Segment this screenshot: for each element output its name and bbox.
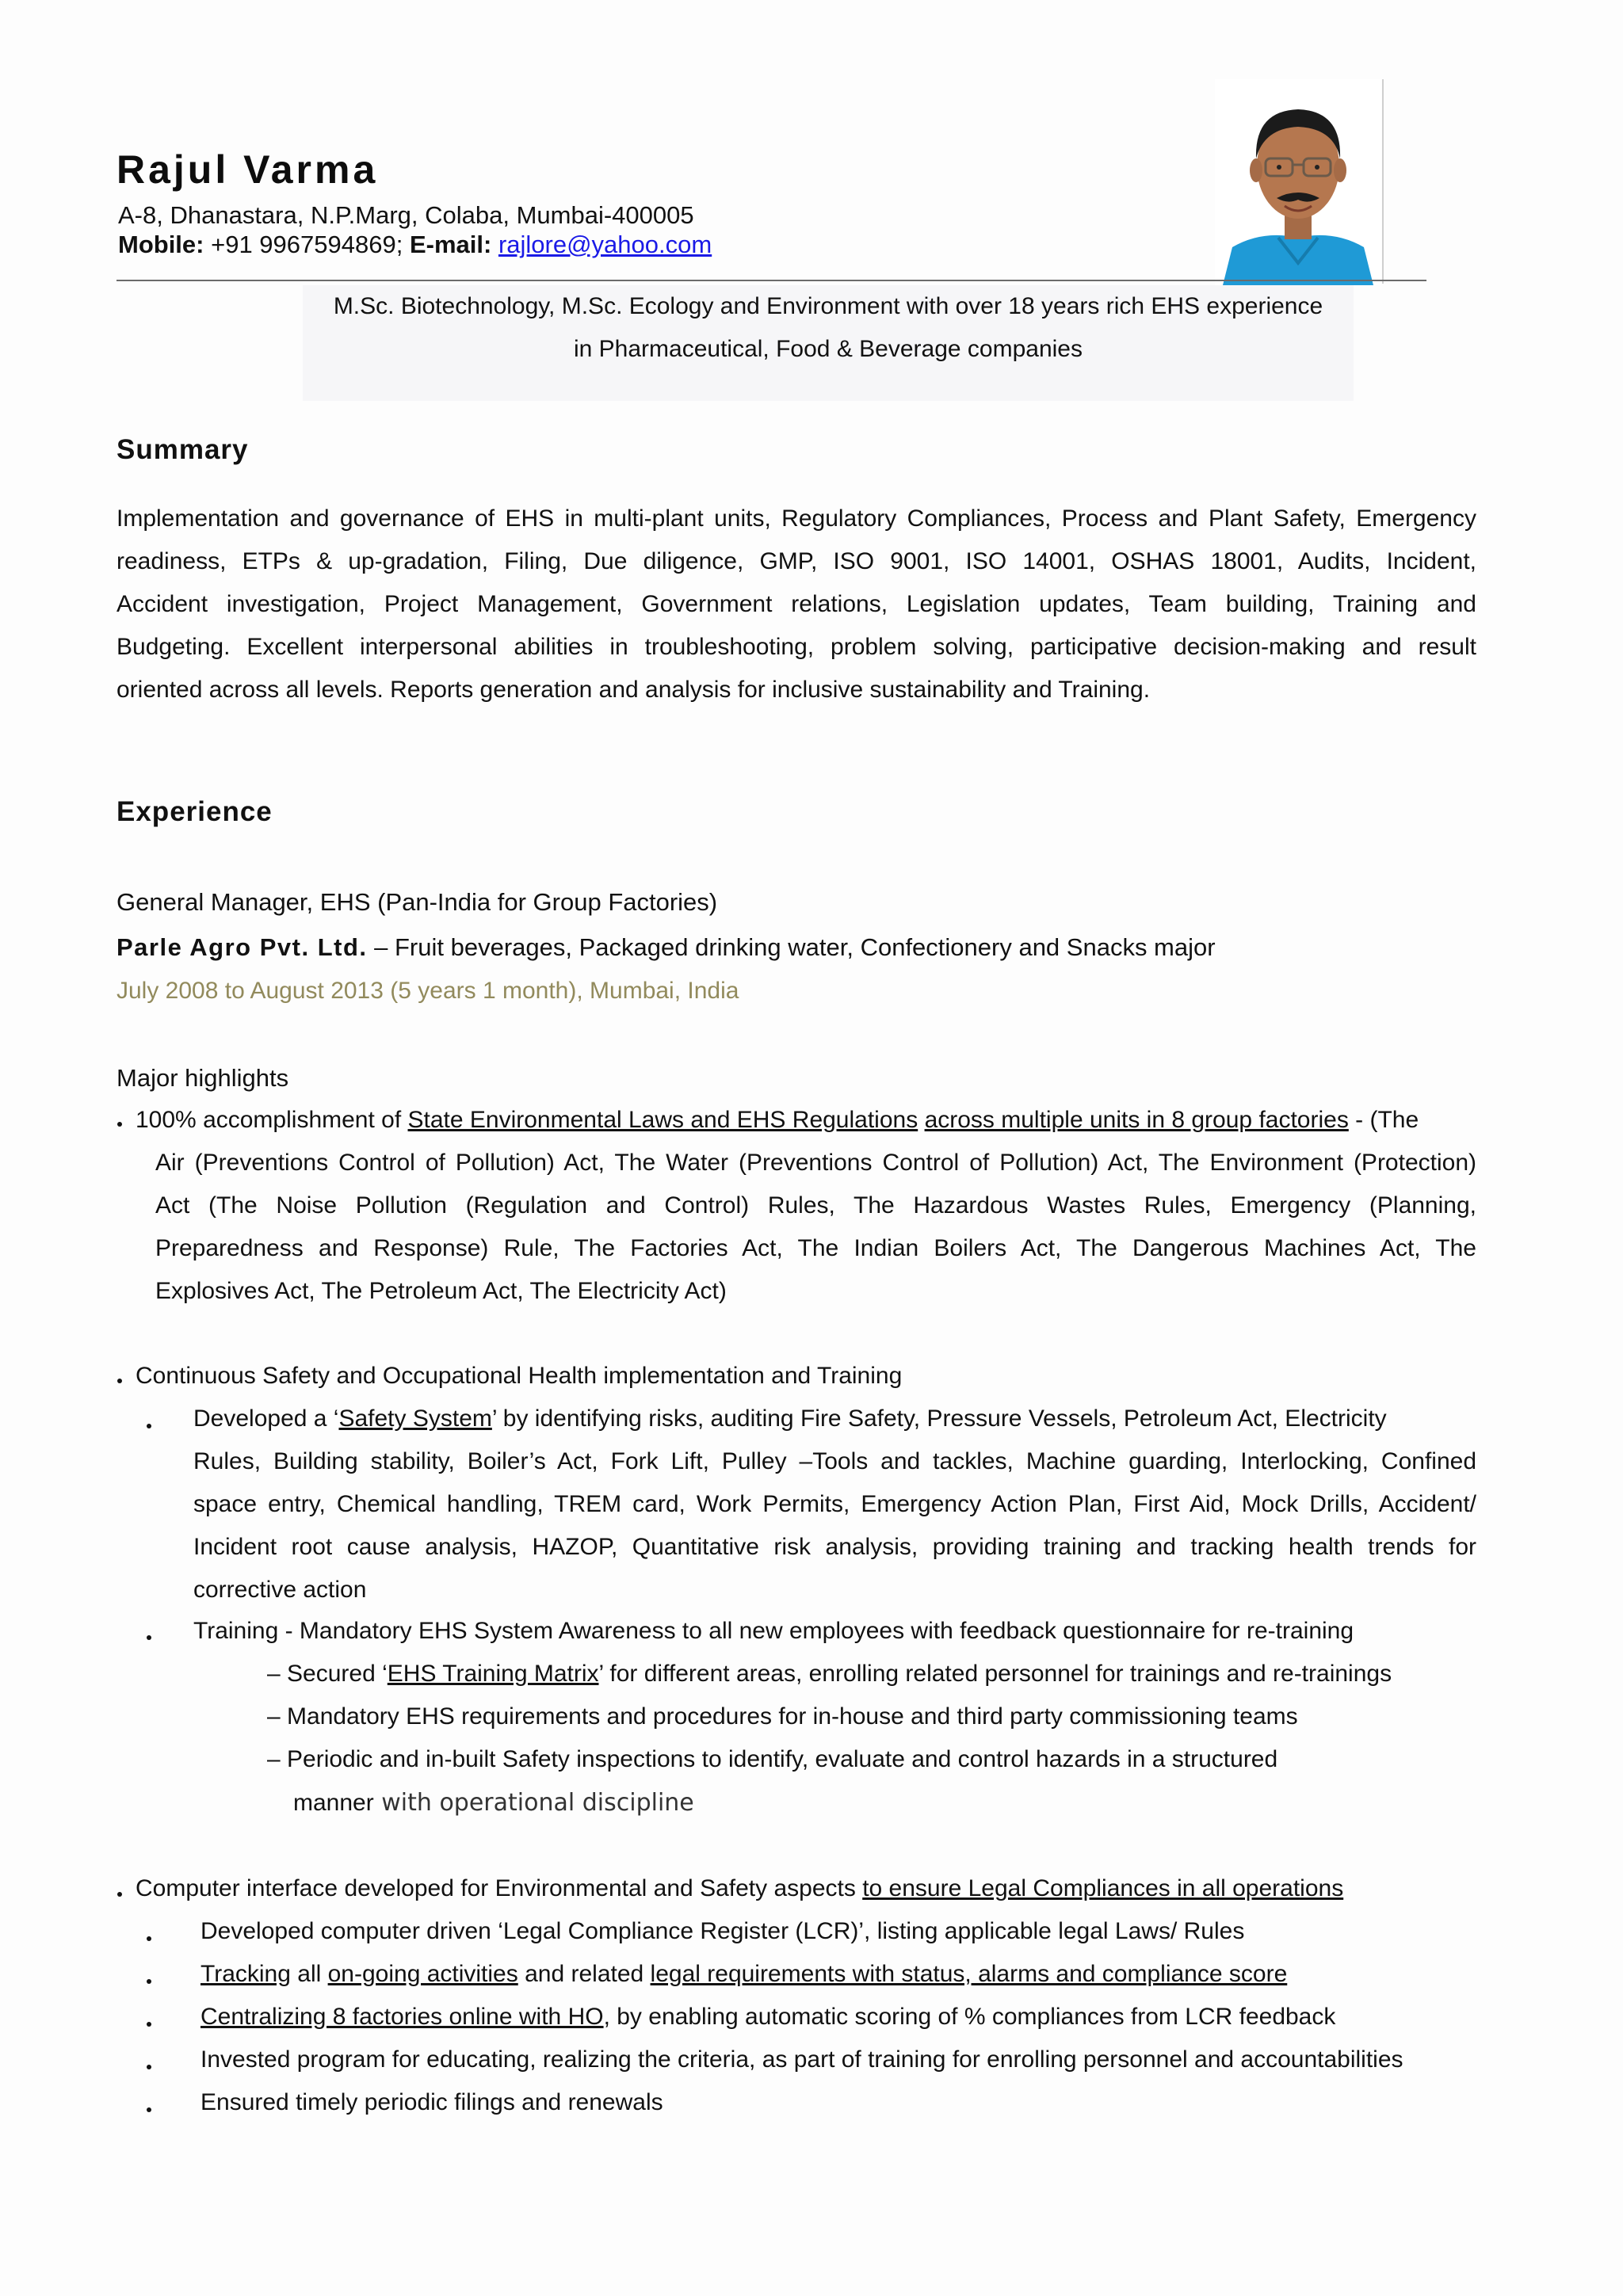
company-name: Parle Agro Pvt. Ltd. (116, 933, 368, 961)
bullet-dot (117, 1892, 122, 1897)
body-line: Incident root cause analysis, HAZOP, Quantitative risk analysis, providing training and tracking health trends for (193, 1534, 1476, 1560)
body-line: Explosives Act, The Petroleum Act, The Electricity Act) (155, 1278, 727, 1304)
mobile-number: +91 9967594869; (204, 231, 410, 258)
body-line: Act (The Noise Pollution (Regulation and Control) Rules, The Hazardous Wastes Rules, Emergency (Planning, (155, 1192, 1476, 1219)
text: ’ for different areas, enrolling related personnel for trainings and re-trainings (598, 1661, 1392, 1687)
summary-heading: Summary (116, 434, 249, 465)
profile-photo (1215, 79, 1381, 285)
education-item: Invested program for educating, realizing the criteria, as part of training for enrolling personnel and accountabilities (200, 2046, 1403, 2073)
company-description: – Fruit beverages, Packaged drinking water, Confectionery and Snacks major (367, 933, 1216, 961)
underlined-text: State Environmental Laws and EHS Regulations (407, 1107, 918, 1133)
address: A-8, Dhanastara, N.P.Marg, Colaba, Mumbai-400005 (118, 201, 694, 229)
training-detail-3-continued (293, 1789, 694, 1817)
underlined-text: legal requirements with status, alarms and compliance score (650, 1961, 1288, 1987)
summary-line: Accident investigation, Project Management, Government relations, Legislation updates, Team building, Training and (116, 591, 1476, 617)
portrait-image (1215, 79, 1381, 285)
training-detail-3: – Periodic and in-built Safety inspections to identify, evaluate and control hazards in a structured (267, 1746, 1278, 1772)
banner-line-1: M.Sc. Biotechnology, M.Sc. Ecology and Environment with over 18 years rich EHS experience (333, 293, 1323, 319)
text: Computer interface developed for Environmental and Safety aspects (136, 1875, 863, 1901)
sub-bullet-dot (147, 1635, 151, 1640)
text: and related (517, 1961, 651, 1987)
sub-bullet-dot (147, 2065, 151, 2069)
bullet-dot (117, 1122, 122, 1127)
highlight-3 (136, 1875, 1343, 1902)
lcr-item: Developed computer driven ‘Legal Compliance Register (LCR)’, listing applicable legal Laws/ Rules (200, 1918, 1245, 1944)
company-line (116, 933, 1216, 962)
summary-line: Budgeting. Excellent interpersonal abilities in troubleshooting, problem solving, participative decision-making and result (116, 634, 1476, 660)
sub-bullet-dot (147, 1936, 151, 1941)
bullet-dot (117, 1379, 122, 1383)
text: all (290, 1961, 328, 1987)
underlined-text: on-going activities (327, 1961, 518, 1987)
training-detail-1 (267, 1661, 1392, 1688)
text: – Secured ‘ (267, 1661, 388, 1687)
photo-border (1382, 79, 1384, 284)
job-dates: July 2008 to August 2013 (5 years 1 month), Mumbai, India (116, 978, 739, 1004)
safety-system-first-line (193, 1405, 1476, 1432)
sub-bullet-dot (147, 2022, 151, 2027)
contact-line (118, 231, 712, 259)
qualification-banner (303, 285, 1354, 401)
summary-line: oriented across all levels. Reports generation and analysis for inclusive sustainability and Training. (116, 677, 1151, 703)
text (918, 1107, 924, 1133)
highlight-1-first-line (136, 1107, 1476, 1134)
candidate-name: Rajul Varma (116, 147, 379, 192)
underlined-text: Tracking (200, 1961, 291, 1987)
body-line: Air (Preventions Control of Pollution) Act, The Water (Preventions Control of Pollution) Act, The Environment (Protection) (155, 1150, 1476, 1176)
body-line: corrective action (193, 1577, 367, 1603)
body-line: Preparedness and Response) Rule, The Factories Act, The Indian Boilers Act, The Dangerous Machines Act, The (155, 1235, 1476, 1261)
text: , by enabling automatic scoring of % compliances from LCR feedback (603, 2004, 1336, 2030)
text: manner (293, 1790, 374, 1816)
highlight-1-body (155, 1142, 1476, 1313)
summary-paragraph (116, 498, 1476, 711)
text: ’ by identifying risks, auditing Fire Safety, Pressure Vessels, Petroleum Act, Electricity (491, 1405, 1387, 1432)
training-item: Training - Mandatory EHS System Awareness to all new employees with feedback questionnaire for re-training (193, 1618, 1354, 1644)
underlined-text: Centralizing 8 factories online with HO (200, 2004, 604, 2030)
summary-line: readiness, ETPs & up-gradation, Filing, Due diligence, GMP, ISO 9001, ISO 14001, OSHAS 18001, Audits, Incident, (116, 548, 1476, 574)
text: - (The (1348, 1107, 1419, 1133)
email-link[interactable]: rajlore@yahoo.com (498, 231, 712, 258)
tracking-item (200, 1961, 1287, 1988)
header-divider (116, 280, 1426, 281)
highlights-label: Major highlights (116, 1064, 289, 1092)
banner-line-2: in Pharmaceutical, Food & Beverage companies (573, 336, 1083, 362)
body-line: space entry, Chemical handling, TREM card, Work Permits, Emergency Action Plan, First Aid, Mock Drills, Accident/ (193, 1491, 1476, 1517)
filings-item: Ensured timely periodic filings and renewals (200, 2089, 663, 2115)
sub-bullet-dot (147, 1424, 151, 1428)
email-label: E-mail: (409, 231, 492, 258)
text: 100% accomplishment of (136, 1107, 408, 1133)
body-line: Rules, Building stability, Boiler’s Act, Fork Lift, Pulley –Tools and tackles, Machine guarding, Interlocking, Confined (193, 1448, 1476, 1474)
safety-system-body (193, 1440, 1476, 1611)
centralizing-item (200, 2004, 1335, 2031)
underlined-text: EHS Training Matrix (387, 1661, 599, 1687)
mobile-label: Mobile: (118, 231, 204, 258)
training-detail-2: – Mandatory EHS requirements and procedures for in-house and third party commissioning teams (267, 1703, 1298, 1730)
underlined-text: across multiple units in 8 group factories (924, 1107, 1349, 1133)
experience-heading: Experience (116, 796, 273, 827)
text: Developed a ‘ (193, 1405, 339, 1432)
underlined-text: Safety System (338, 1405, 492, 1432)
summary-line: Implementation and governance of EHS in multi-plant units, Regulatory Compliances, Process and Plant Safety, Emergency (116, 505, 1476, 532)
highlight-2: Continuous Safety and Occupational Health implementation and Training (136, 1363, 903, 1389)
text: with operational discipline (373, 1789, 694, 1817)
underlined-text: to ensure Legal Compliances in all operations (862, 1875, 1344, 1901)
job-role: General Manager, EHS (Pan-India for Group Factories) (116, 888, 718, 916)
sub-bullet-dot (147, 2107, 151, 2112)
sub-bullet-dot (147, 1979, 151, 1984)
